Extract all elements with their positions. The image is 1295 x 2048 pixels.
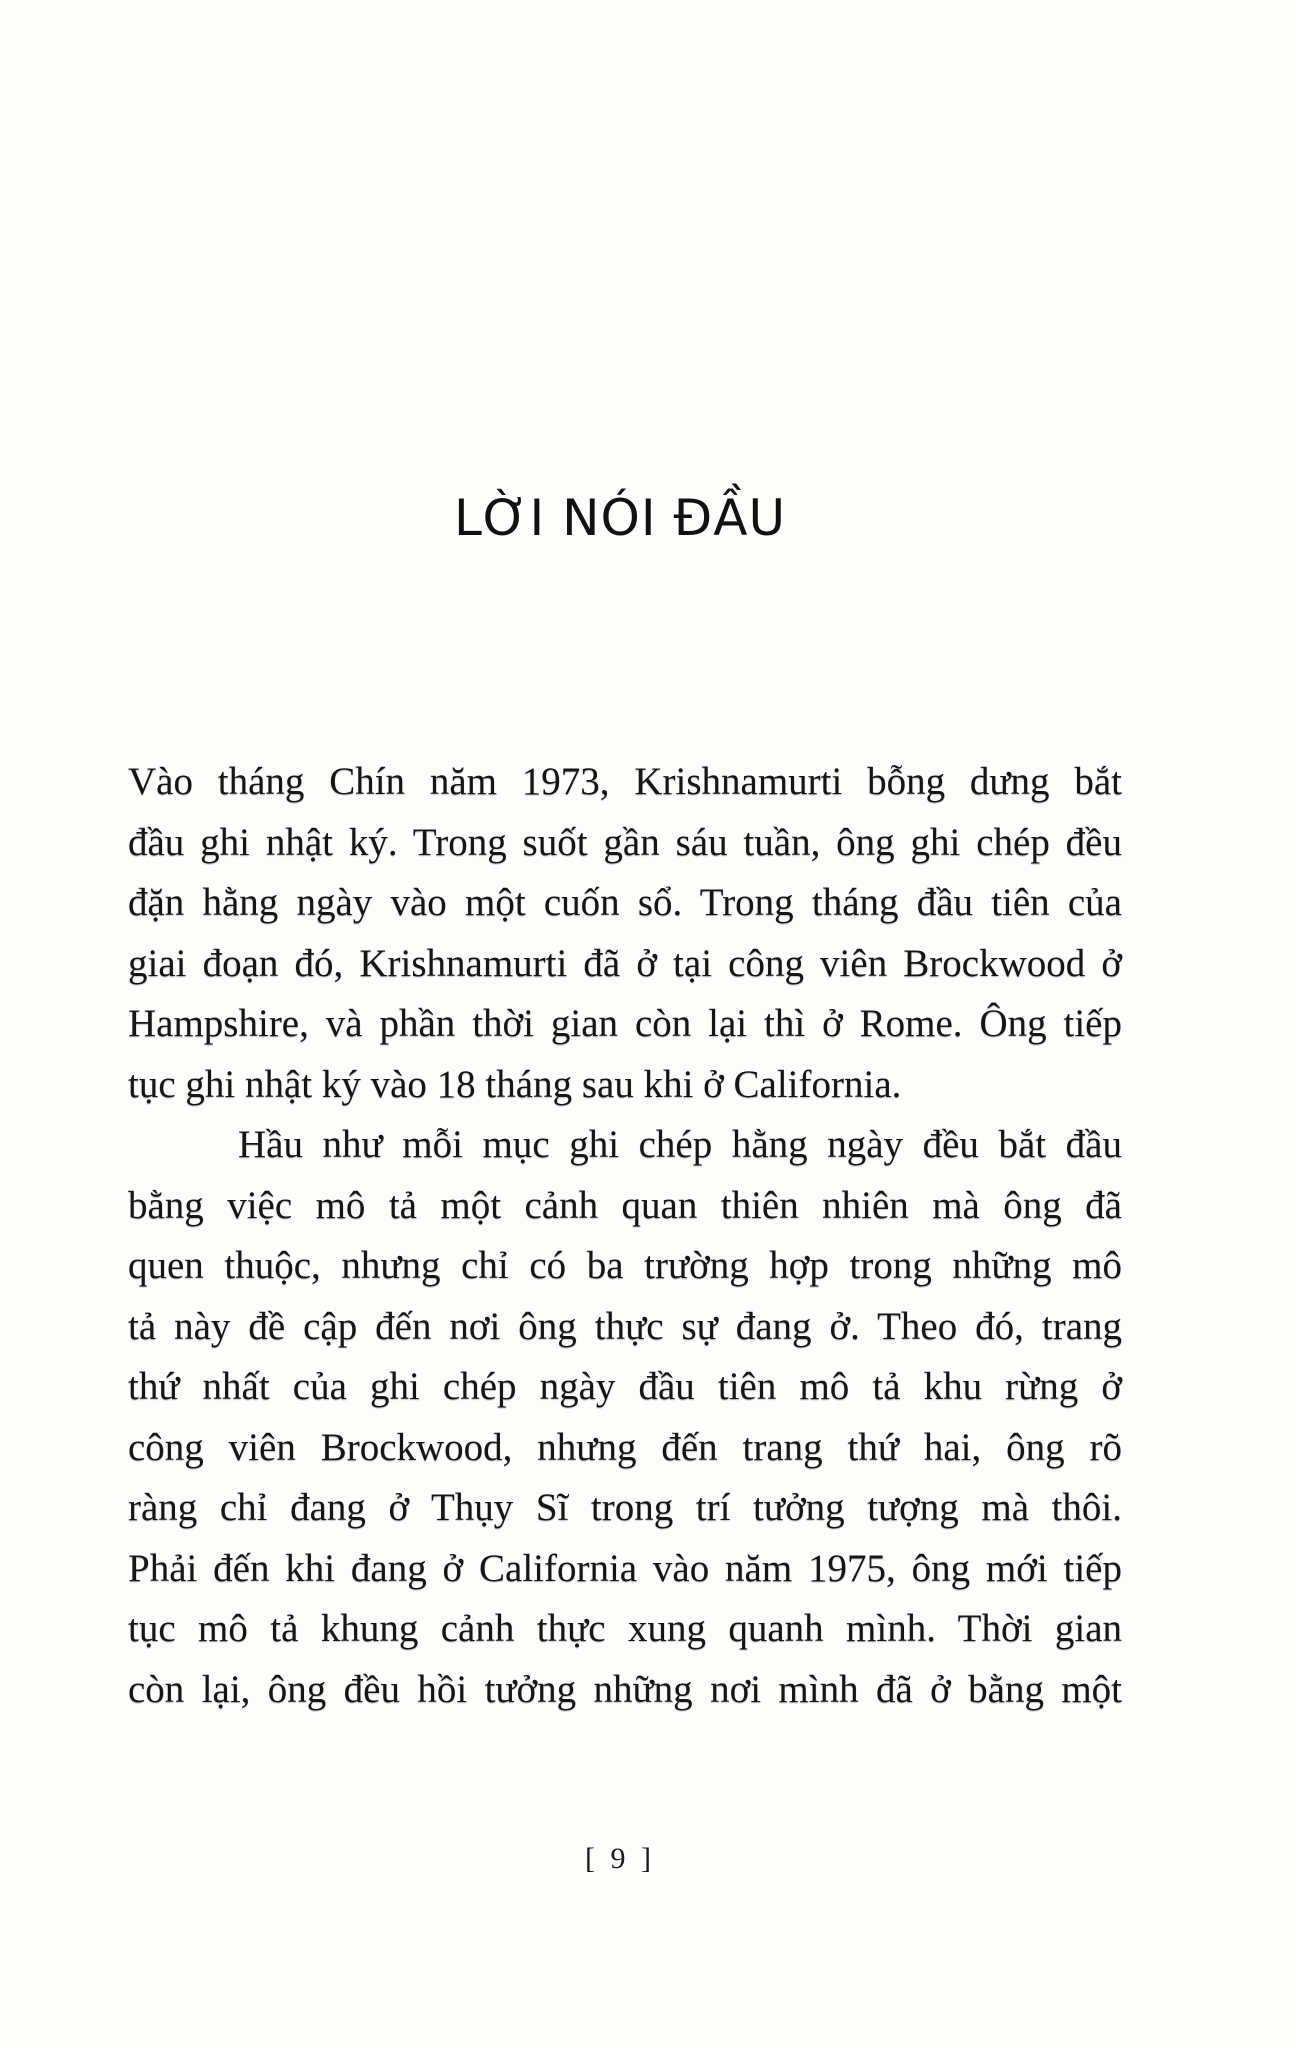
text-line: quen thuộc, nhưng chỉ có ba trường hợp trong những mô — [128, 1244, 1122, 1287]
text-line: đặn hằng ngày vào một cuốn sổ. Trong tháng đầu tiên của — [128, 881, 1122, 924]
text-line: tả này đề cập đến nơi ông thực sự đang ở. Theo đó, trang — [128, 1304, 1122, 1348]
text-line: Phải đến khi đang ở California vào năm 1975, ông mới tiếp — [128, 1546, 1122, 1590]
text-line: bằng việc mô tả một cảnh quan thiên nhiên mà ông đã — [128, 1183, 1122, 1227]
text-line: giai đoạn đó, Krishnamurti đã ở tại công viên Brockwood ở — [128, 941, 1122, 985]
text-line: Vào tháng Chín năm 1973, Krishnamurti bỗng dưng bắt — [128, 760, 1122, 803]
text-line: ràng chỉ đang ở Thụy Sĩ trong trí tưởng tượng mà thôi. — [128, 1486, 1122, 1529]
text-line: còn lại, ông đều hồi tưởng những nơi mình đã ở bằng một — [128, 1667, 1122, 1711]
chapter-title: LỜI NÓI ĐẦU — [453, 488, 787, 547]
text-line: tục ghi nhật ký vào 18 tháng sau khi ở California. — [128, 1062, 902, 1106]
body-text — [128, 752, 1122, 1720]
text-line: thứ nhất của ghi chép ngày đầu tiên mô tả khu rừng ở — [128, 1365, 1122, 1408]
text-line: đầu ghi nhật ký. Trong suốt gần sáu tuần, ông ghi chép đều — [128, 820, 1122, 864]
text-line: công viên Brockwood, nhưng đến trang thứ hai, ông rõ — [128, 1425, 1122, 1469]
paragraph-1 — [128, 752, 1122, 1115]
text-line: tục mô tả khung cảnh thực xung quanh mình. Thời gian — [128, 1607, 1122, 1650]
paragraph-2 — [128, 1115, 1122, 1720]
text-line: Hầu như mỗi mục ghi chép hằng ngày đều bắt đầu — [238, 1123, 1122, 1166]
page-number: [ 9 ] — [585, 1842, 655, 1875]
text-line: Hampshire, và phần thời gian còn lại thì ở Rome. Ông tiếp — [128, 1002, 1122, 1045]
